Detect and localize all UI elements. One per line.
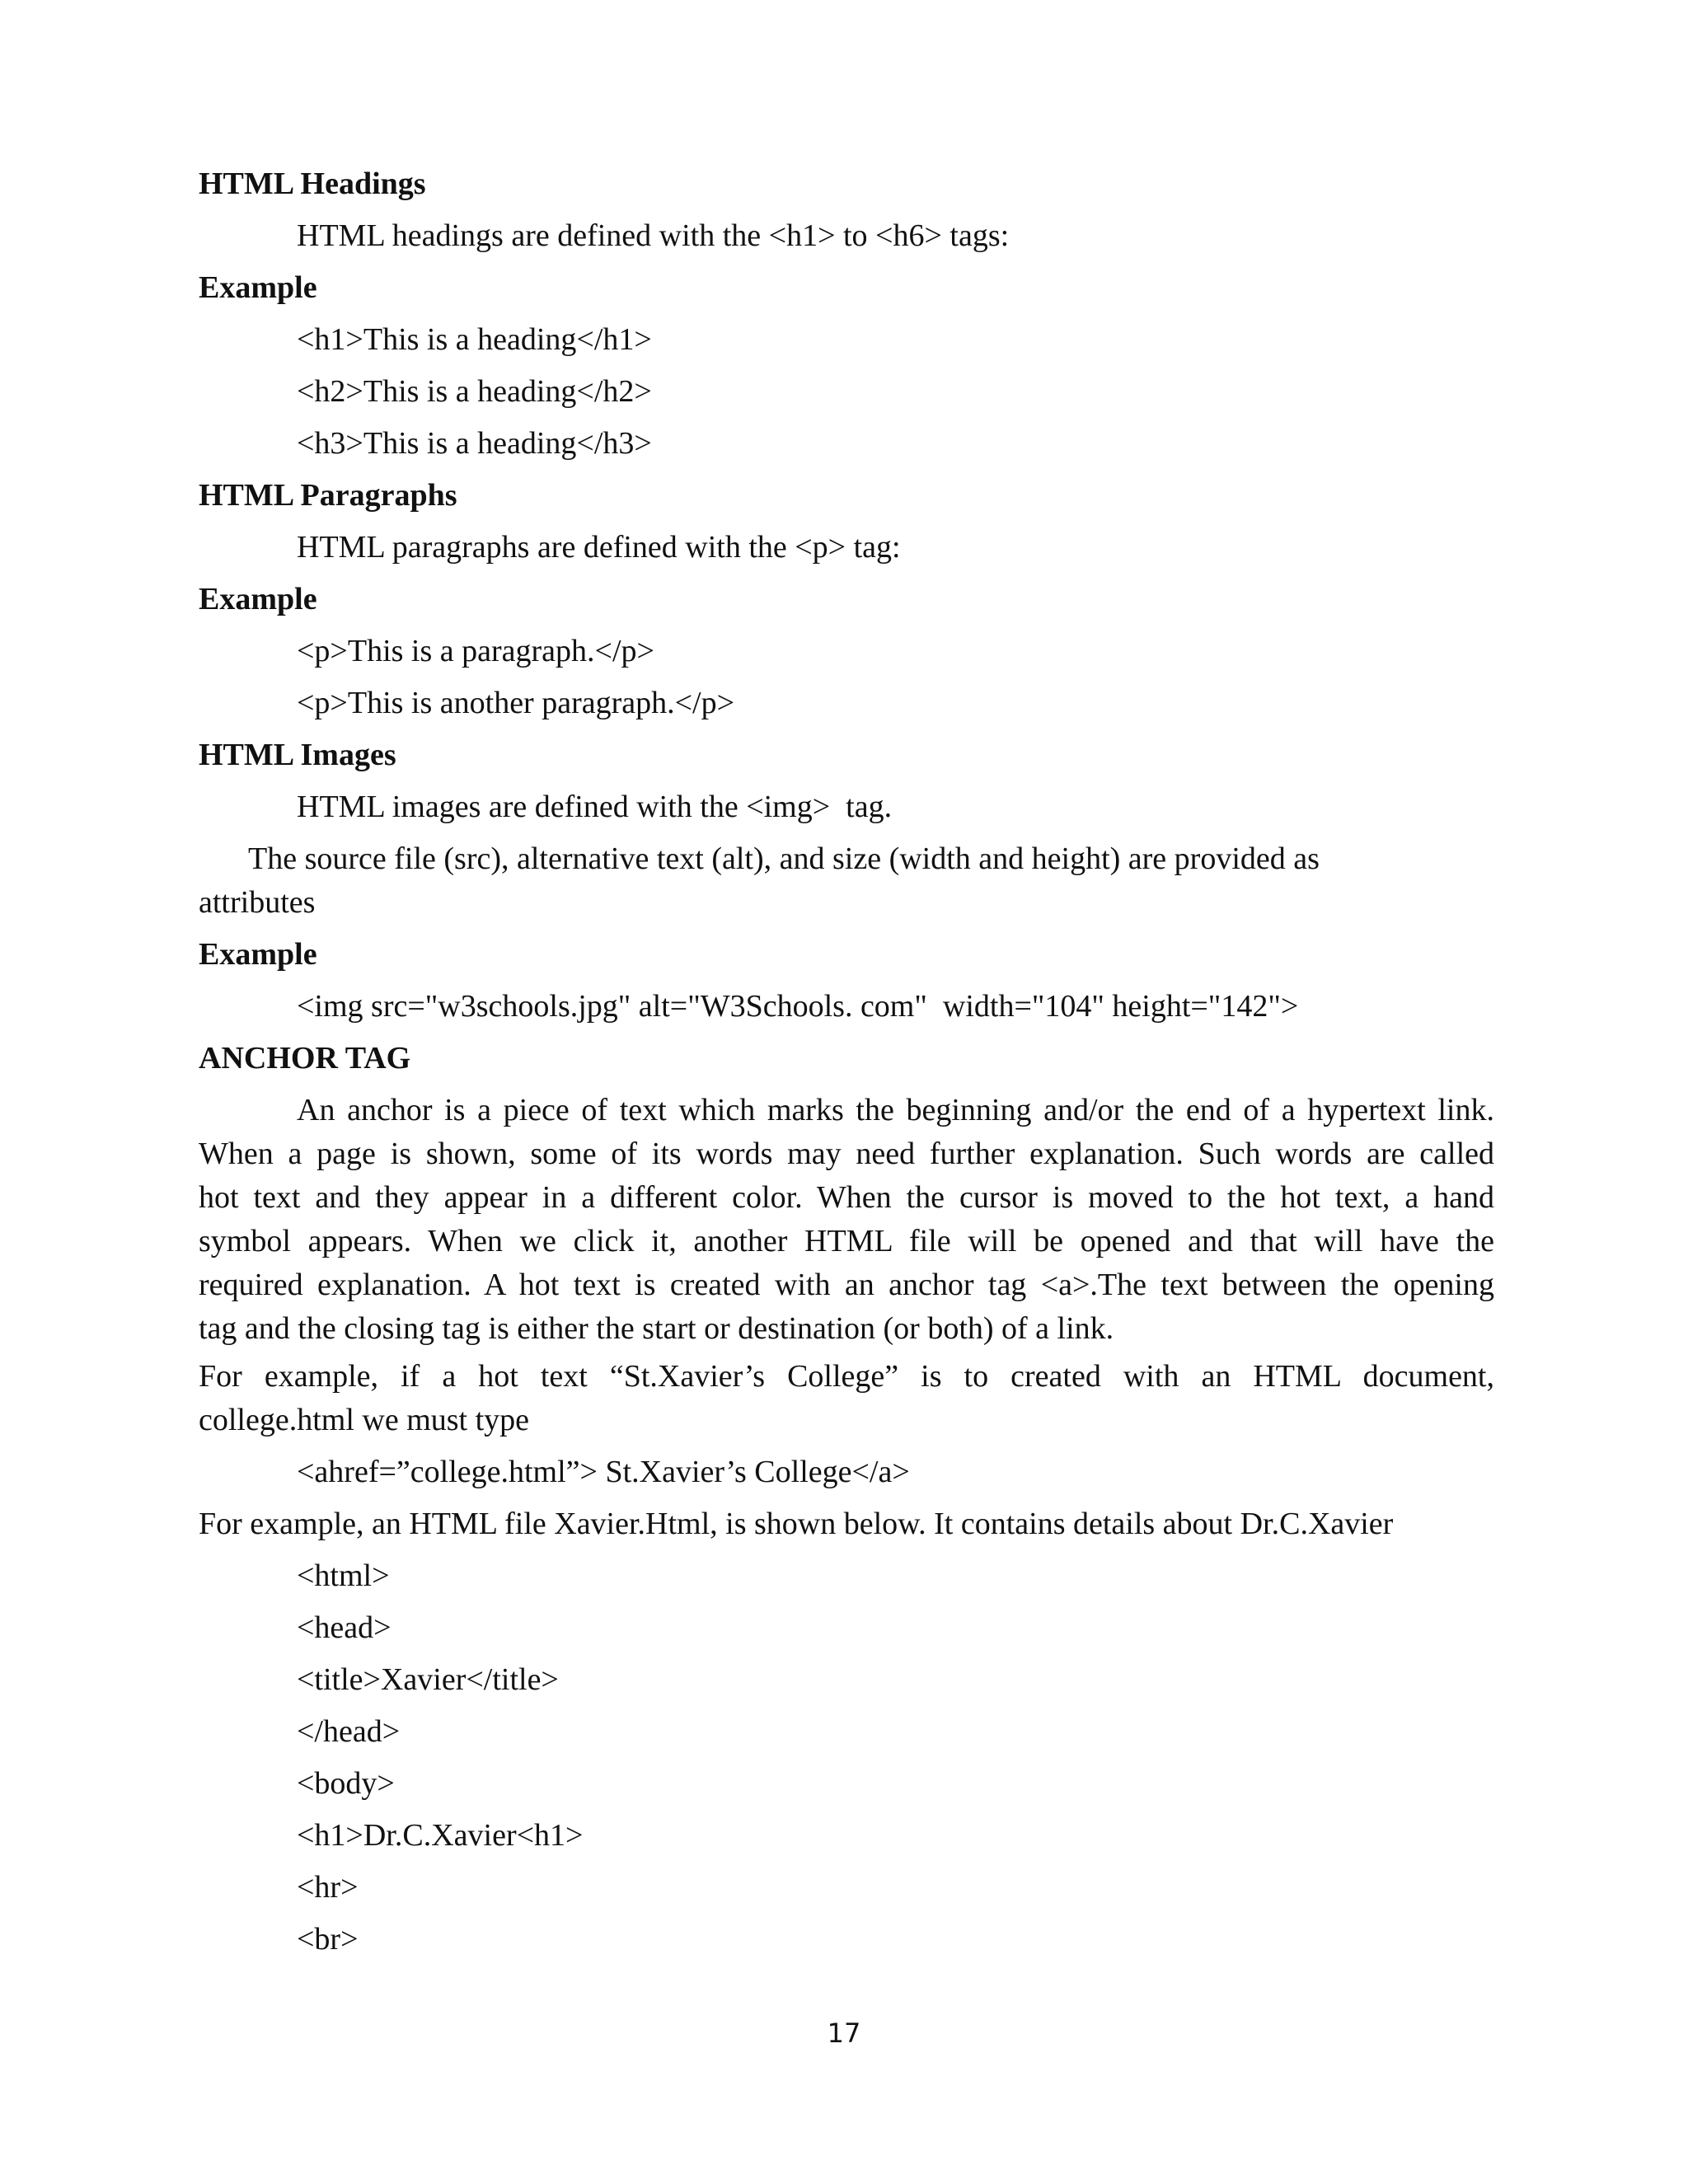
code-line: <p>This is a paragraph.</p> [297, 634, 654, 668]
file-intro: For example, an HTML file Xavier.Html, is shown below. It contains details about Dr.C.Xavier [199, 1507, 1394, 1541]
anchor-paragraph-line: symbol appears. When we click it, another HTML file will be opened and that will have the [199, 1224, 1494, 1258]
images-note [199, 837, 1494, 925]
page-number: 17 [827, 2018, 861, 2049]
section-heading-html-paragraphs: HTML Paragraphs [199, 478, 457, 513]
code-line: <title>Xavier</title> [297, 1662, 559, 1697]
code-line: <h3>This is a heading</h3> [297, 426, 652, 461]
images-description: HTML images are defined with the <img> tag. [297, 790, 893, 824]
anchor-paragraph-line: An anchor is a piece of text which marks the beginning and/or the end of a hypertext link. [297, 1093, 1494, 1127]
anchor-paragraph-line: required explanation. A hot text is created with an anchor tag <a>.The text between the opening [199, 1268, 1494, 1302]
code-line: <br> [297, 1922, 359, 1957]
anchor-paragraph-line: When a page is shown, some of its words may need further explanation. Such words are called [199, 1137, 1494, 1171]
paragraphs-description: HTML paragraphs are defined with the <p> tag: [297, 530, 901, 565]
anchor-example-line: For example, if a hot text “St.Xavier’s College” is to created with an HTML document, [199, 1359, 1494, 1394]
anchor-paragraph [199, 1089, 1494, 1351]
headings-description: HTML headings are defined with the <h1> to <h6> tags: [297, 218, 1010, 253]
code-line: <h1>Dr.C.Xavier<h1> [297, 1818, 584, 1853]
images-note-line: attributes [199, 885, 316, 920]
section-heading-html-headings: HTML Headings [199, 166, 426, 201]
anchor-paragraph-line: hot text and they appear in a different color. When the cursor is moved to the hot text, a hand [199, 1180, 1494, 1215]
example-label: Example [199, 582, 317, 616]
section-heading-anchor-tag: ANCHOR TAG [199, 1041, 411, 1076]
code-line: <ahref=”college.html”> St.Xavier’s College</a> [297, 1455, 910, 1489]
code-line: <img src="w3schools.jpg" alt="W3Schools. com" width="104" height="142"> [297, 989, 1299, 1024]
example-label: Example [199, 270, 317, 305]
code-line: <body> [297, 1766, 395, 1801]
example-label: Example [199, 937, 317, 972]
images-note-line: The source file (src), alternative text (alt), and size (width and height) are provided as [248, 841, 1320, 876]
anchor-example-line: college.html we must type [199, 1403, 530, 1437]
code-line: <p>This is another paragraph.</p> [297, 686, 735, 720]
code-line: <head> [297, 1610, 392, 1645]
anchor-paragraph-line: tag and the closing tag is either the start or destination (or both) of a link. [199, 1311, 1114, 1346]
code-line: <html> [297, 1558, 390, 1593]
code-line: <h1>This is a heading</h1> [297, 322, 652, 357]
document-page [199, 158, 1494, 1966]
code-line: </head> [297, 1714, 401, 1749]
code-line: <hr> [297, 1870, 359, 1905]
code-line: <h2>This is a heading</h2> [297, 374, 652, 409]
section-heading-html-images: HTML Images [199, 738, 396, 772]
anchor-example [199, 1355, 1494, 1442]
